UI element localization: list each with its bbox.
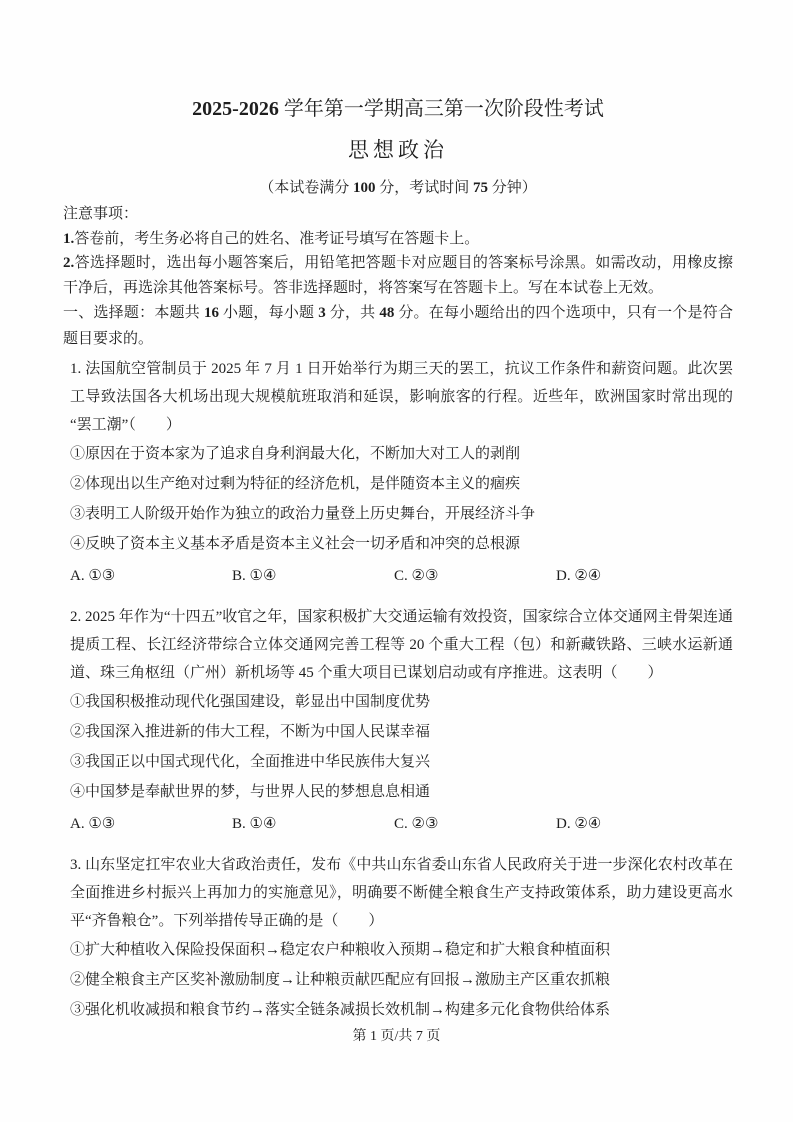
option-item: ③我国正以中国式现代化，全面推进中华民族伟大复兴 bbox=[70, 754, 431, 770]
question-stem bbox=[70, 603, 733, 687]
notice-item-1 bbox=[63, 227, 733, 252]
exam-title bbox=[63, 97, 733, 121]
section-question-count: 16 bbox=[203, 305, 219, 321]
option-item: ①扩大种植收入保险投保面积→稳定农户种粮收入预期→稳定和扩大粮食种植面积 bbox=[70, 942, 611, 958]
answer-choice: C. ②③ bbox=[394, 568, 439, 584]
answer-choice: C. ②③ bbox=[394, 816, 439, 832]
question-options bbox=[70, 439, 733, 559]
question-number: 2. bbox=[70, 609, 82, 625]
section-points-total: 48 bbox=[379, 305, 395, 321]
answer-choices bbox=[70, 809, 733, 839]
question-block bbox=[63, 851, 733, 1025]
option-item: ④中国梦是奉献世界的梦，与世界人民的梦想息息相通 bbox=[70, 784, 431, 800]
exam-title-year: 2025-2026 bbox=[192, 98, 279, 120]
answer-choice: B. ①④ bbox=[232, 816, 277, 832]
option-item: ④反映了资本主义基本矛盾是资本主义社会一切矛盾和冲突的总根源 bbox=[70, 536, 521, 552]
exam-subject: 思想政治 bbox=[348, 138, 448, 162]
question-stem bbox=[70, 851, 733, 935]
exam-info-line bbox=[63, 178, 733, 199]
exam-title-text: 学年第一学期高三第一次阶段性考试 bbox=[278, 98, 604, 120]
exam-info-part: 分，考试时间 bbox=[375, 180, 473, 196]
answer-choice: D. ②④ bbox=[556, 816, 602, 832]
option-item: ①我国积极推动现代化强国建设，彰显出中国制度优势 bbox=[70, 694, 431, 710]
section-heading bbox=[63, 300, 733, 352]
exam-total-score: 100 bbox=[352, 180, 376, 196]
option-item: ①原因在于资本家为了追求自身利润最大化，不断加大对工人的剥削 bbox=[70, 446, 521, 462]
section-part: 分。在每小题给出的四个选项中，只有一个是符合题目要求的。 bbox=[63, 305, 733, 347]
option-item: ③强化机收减损和粮食节约→落实全链条减损长效机制→构建多元化食物供给体系 bbox=[70, 1002, 611, 1018]
question-block bbox=[63, 603, 733, 839]
question-text: 2025 年作为“十四五”收官之年，国家积极扩大交通运输有效投资，国家综合立体交通网主骨架连通提质工程、长江经济带综合立体交通网完善工程等 20 个重大工程（包）和新藏铁路、三峡水运新通道、珠三角枢纽（广州）新机场等 45 个重大项目已谋划启动或有序推进。这表明（ ） bbox=[70, 609, 734, 681]
answer-choice: D. ②④ bbox=[556, 568, 602, 584]
section-part: 分，共 bbox=[325, 305, 380, 321]
answer-choice: B. ①④ bbox=[232, 568, 277, 584]
exam-info-part: （本试卷满分 bbox=[259, 180, 353, 196]
section-part: 一、选择题：本题共 bbox=[63, 305, 204, 321]
question-number: 1. bbox=[70, 361, 82, 377]
option-item: ③表明工人阶级开始作为独立的政治力量登上历史舞台，开展经济斗争 bbox=[70, 506, 536, 522]
question-block bbox=[63, 355, 733, 591]
option-item: ②健全粮食主产区奖补激励制度→让种粮贡献匹配应有回报→激励主产区重农抓粮 bbox=[70, 972, 611, 988]
question-text: 法国航空管制员于 2025 年 7 月 1 日开始举行为期三天的罢工，抗议工作条件和薪资问题。此次罢工导致法国各大机场出现大规模航班取消和延误，影响旅客的行程。近些年，欧洲国家时常出现的“罢工潮”（ ） bbox=[70, 361, 734, 433]
notice-item-number: 1. bbox=[63, 230, 75, 247]
question-stem bbox=[70, 355, 733, 439]
answer-choice: A. ①③ bbox=[70, 816, 116, 832]
option-item: ②体现出以生产绝对过剩为特征的经济危机，是伴随资本主义的痼疾 bbox=[70, 476, 521, 492]
answer-choices bbox=[70, 561, 733, 591]
question-options bbox=[70, 687, 733, 807]
question-options bbox=[70, 935, 733, 1025]
notice-item-text: 答卷前，考生务必将自己的姓名、准考证号填写在答题卡上。 bbox=[74, 230, 480, 247]
notice-item-text: 答选择题时，选出每小题答案后，用铅笔把答题卡对应题目的答案标号涂黑。如需改动，用橡皮擦干净后，再选涂其他答案标号。答非选择题时，将答案写在答题卡上。写在本试卷上无效。 bbox=[63, 255, 733, 296]
section-part: 小题，每小题 bbox=[218, 305, 319, 321]
notice-heading: 注意事项： bbox=[63, 206, 139, 222]
question-number: 3. bbox=[70, 857, 82, 873]
section-points-each: 3 bbox=[318, 305, 326, 321]
question-text: 山东坚定扛牢农业大省政治责任，发布《中共山东省委山东省人民政府关于进一步深化农村改革在全面推进乡村振兴上再加力的实施意见》，明确要不断健全粮食生产支持政策体系，助力建设更高水平“齐鲁粮仓”。下列举措传导正确的是（ ） bbox=[70, 857, 733, 929]
notice-item-2 bbox=[63, 251, 733, 300]
exam-info-part: 分钟） bbox=[488, 180, 537, 196]
option-item: ②我国深入推进新的伟大工程，不断为中国人民谋幸福 bbox=[70, 724, 431, 740]
question-list bbox=[63, 355, 733, 1025]
exam-duration: 75 bbox=[473, 180, 488, 196]
page-number-footer: 第 1 页/共 7 页 bbox=[352, 1029, 441, 1044]
notice-block bbox=[63, 202, 733, 300]
notice-item-number: 2. bbox=[63, 255, 75, 271]
answer-choice: A. ①③ bbox=[70, 568, 116, 584]
